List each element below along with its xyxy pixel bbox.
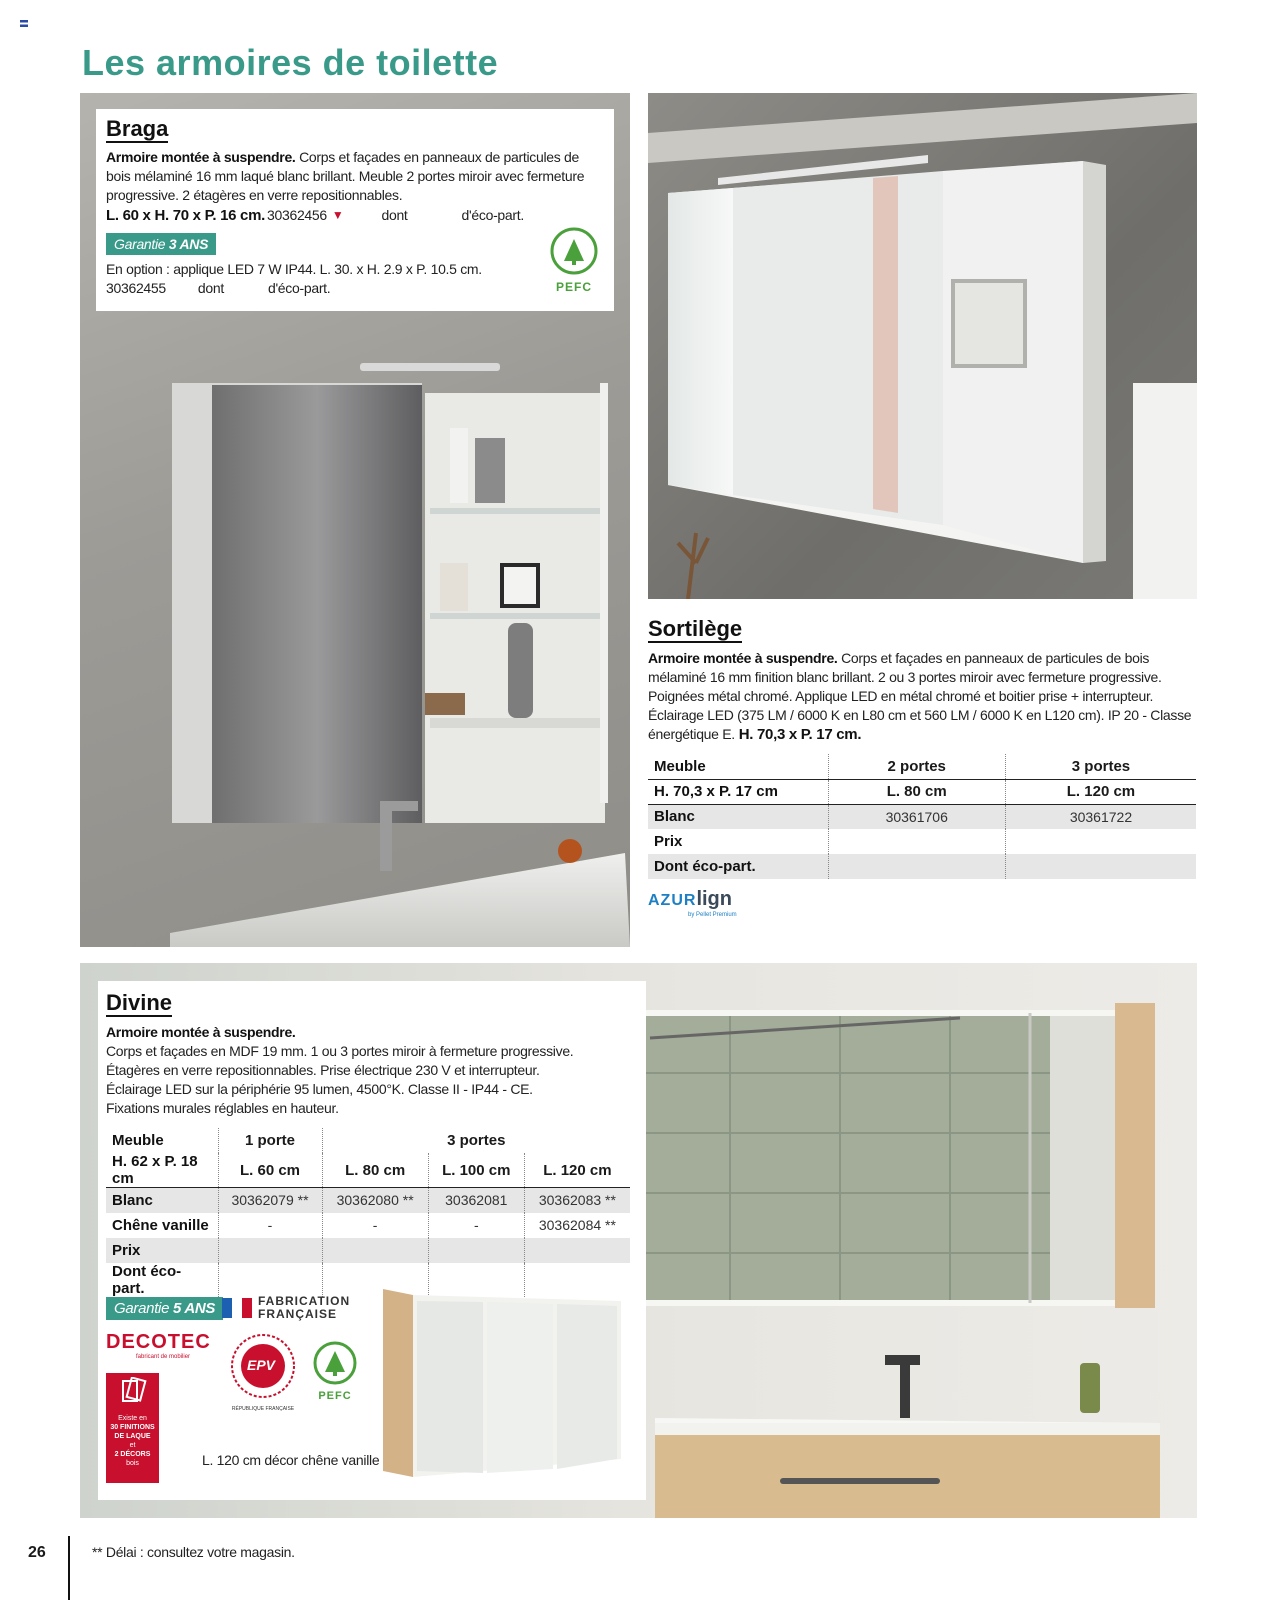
finitions-line-4: et (129, 1442, 136, 1449)
divine-card (98, 981, 646, 1500)
sortilege-dims: H. 70,3 x P. 17 cm. (734, 726, 862, 743)
epv-seal (228, 1333, 298, 1412)
sortilege-row-blanc: Blanc (648, 804, 828, 829)
divine-desc-bold-line (106, 1023, 638, 1042)
decotec-logo (106, 1331, 211, 1360)
finitions-line-1: Existe en (118, 1415, 147, 1422)
finitions-line-3: DE LAQUE (114, 1433, 151, 1440)
sortilege-description (648, 649, 1200, 744)
decotec-sub: fabricant de mobilier (136, 1354, 191, 1360)
braga-guarantee-prefix: Garantie (114, 236, 166, 252)
divine-th-3portes: 3 portes (322, 1128, 630, 1153)
sortilege-desc-text: Corps et façades en panneaux de particules de bois mélaminé 16 mm finition blanc brillant. 2 ou 3 portes miroir avec fermeture progressive. Poignées métal chromé. Applique LED en métal chromé et boitier prise + interrupteur. Éclairage LED (375 LM / 6000 K en L80 cm et 560 LM / 6000 K en L120 cm). IP 20 - Classe énergétique E. (648, 650, 1192, 742)
pefc-tree-icon (550, 227, 598, 275)
fab-line-1: FABRICATION (258, 1294, 351, 1308)
braga-dont: dont (381, 207, 408, 223)
sortilege-block (648, 617, 1200, 919)
divine-description: Corps et façades en MDF 19 mm. 1 ou 3 portes miroir à fermeture progressive. Étagères en verre repositionnables. Prise électrique 230 V et interrupteur. Éclairage LED sur la périphérie 95 lumen, 4500°K. Classe II - IP44 - CE. Fixations murales réglables en hauteur. (106, 1043, 574, 1116)
divine-blanc-l100: 30362081 (428, 1188, 524, 1213)
sortilege-eco-3p (1005, 854, 1196, 879)
braga-option-line (106, 279, 604, 298)
braga-ref: 30362456 (267, 207, 327, 223)
braga-option-dont: dont (197, 280, 224, 296)
page-number: 26 (28, 1544, 46, 1561)
divine-guarantee-value: 5 ANS (173, 1300, 216, 1317)
finitions-line-5: 2 DÉCORS (114, 1451, 151, 1458)
divine-desc-bold: Armoire montée à suspendre. (106, 1024, 296, 1040)
divine-th-meuble: Meuble (112, 1132, 164, 1149)
braga-name: Braga (106, 116, 169, 141)
azurlign-logo (648, 889, 1200, 919)
sortilege-prix-3p (1005, 829, 1196, 854)
flag-mark (20, 20, 28, 27)
sortilege-row-prix: Prix (654, 833, 683, 850)
divine-guarantee (106, 1297, 223, 1320)
braga-guarantee-value: 3 ANS (168, 236, 209, 252)
epv-label: EPV (246, 1357, 275, 1373)
sortilege-table (648, 754, 1196, 879)
divine-blanc-l60: 30362079 ** (218, 1188, 322, 1213)
decotec-label: DECOTEC (106, 1331, 211, 1353)
divine-pefc-label: PEFC (318, 1390, 352, 1402)
braga-desc-text: Corps et façades en panneaux de particules de bois mélaminé 16 mm laqué blanc brillant. Meuble 2 portes miroir avec fermeture progressive. 2 étagères en verre repositionnables. (106, 149, 585, 203)
braga-description (106, 148, 604, 205)
divine-blanc-l80: 30362080 ** (322, 1188, 428, 1213)
braga-option-ecopart: d'éco-part. (267, 280, 331, 296)
braga-guarantee (106, 233, 216, 255)
finitions-line-2: 30 FINITIONS (110, 1424, 155, 1431)
french-flag-icon (222, 1298, 252, 1318)
divine-row-chene: Chêne vanille (112, 1216, 209, 1234)
page-divider (68, 1536, 70, 1600)
divine-row-blanc: Blanc (106, 1188, 218, 1213)
divine-chene-l80: - (322, 1213, 428, 1238)
fab-line-2: FRANÇAISE (258, 1307, 338, 1321)
sortilege-th-2portes: 2 portes (828, 754, 1005, 779)
divine-prix-l120 (524, 1238, 630, 1263)
footnote: ** Délai : consultez votre magasin. (92, 1544, 295, 1560)
divine-th-1porte: 1 porte (218, 1128, 322, 1153)
azurlign-sub: by Pellet Premium (688, 912, 737, 918)
pefc-label: PEFC (555, 280, 592, 294)
divine-oak-cabinet-image (383, 1289, 625, 1477)
divine-pefc-logo (310, 1341, 360, 1402)
finitions-line-6: bois (126, 1460, 139, 1467)
sortilege-ref-2p: 30361706 (828, 804, 1005, 829)
page-title: Les armoires de toilette (82, 42, 499, 83)
divine-row-prix: Prix (106, 1238, 218, 1263)
sortilege-eco-2p (828, 854, 1005, 879)
sortilege-row-ecopart: Dont éco-part. (648, 854, 828, 879)
divine-l100: L. 100 cm (428, 1153, 524, 1188)
epv-sub: RÉPUBLIQUE FRANÇAISE (231, 1406, 295, 1412)
sortilege-th-meuble: Meuble (648, 754, 828, 779)
braga-option-ref: 30362455 (106, 280, 166, 296)
divine-l120: L. 120 cm (524, 1153, 630, 1188)
divine-prix-l60 (218, 1238, 322, 1263)
sortilege-cabinet-illustration (648, 93, 1197, 599)
sortilege-prix-2p (828, 829, 1005, 854)
divine-name: Divine (106, 990, 173, 1015)
braga-ecopart: d'éco-part. (461, 207, 524, 223)
pefc-logo (546, 227, 602, 294)
braga-option: En option : applique LED 7 W IP44. L. 30. x H. 2.9 x P. 10.5 cm. (106, 261, 482, 277)
divine-l80: L. 80 cm (322, 1153, 428, 1188)
divine-chene-l100: - (428, 1213, 524, 1238)
divine-chene-l120: 30362084 ** (524, 1213, 630, 1238)
braga-card (96, 109, 614, 311)
sortilege-l80: L. 80 cm (828, 779, 1005, 804)
azurlign-brand-a: AZUR (648, 892, 697, 909)
oak-cabinet-illustration (383, 1289, 625, 1477)
pefc-tree-icon (313, 1341, 357, 1385)
sortilege-th-3portes: 3 portes (1005, 754, 1196, 779)
sortilege-ref-3p: 30361722 (1005, 804, 1196, 829)
divine-guarantee-prefix: Garantie (114, 1300, 170, 1317)
finitions-box (106, 1373, 159, 1483)
divine-chene-l60: - (218, 1213, 322, 1238)
sortilege-desc-bold: Armoire montée à suspendre. (648, 650, 838, 666)
divine-row-dims: H. 62 x P. 18 cm (106, 1153, 218, 1188)
azurlign-brand-b: lign (696, 888, 732, 910)
price-down-icon: ▼ (331, 208, 344, 222)
braga-desc-bold: Armoire montée à suspendre. (106, 149, 296, 165)
sortilege-l120: L. 120 cm (1005, 779, 1196, 804)
divine-eco-l60 (218, 1263, 322, 1297)
divine-row-ecopart: Dont éco-part. (112, 1262, 182, 1297)
divine-table (106, 1128, 630, 1297)
divine-caption: L. 120 cm décor chêne vanille (202, 1452, 380, 1468)
sortilege-photo (648, 93, 1197, 599)
divine-l60: L. 60 cm (218, 1153, 322, 1188)
sortilege-name: Sortilège (648, 616, 743, 641)
braga-dims: L. 60 x H. 70 x P. 16 cm. (106, 207, 265, 224)
color-swatch-icon (119, 1377, 147, 1405)
divine-prix-l100 (428, 1238, 524, 1263)
fabrication-francaise (222, 1295, 350, 1321)
braga-dims-line (106, 206, 604, 225)
sortilege-row-dims: H. 70,3 x P. 17 cm (648, 779, 828, 804)
divine-blanc-l120: 30362083 ** (524, 1188, 630, 1213)
divine-prix-l80 (322, 1238, 428, 1263)
